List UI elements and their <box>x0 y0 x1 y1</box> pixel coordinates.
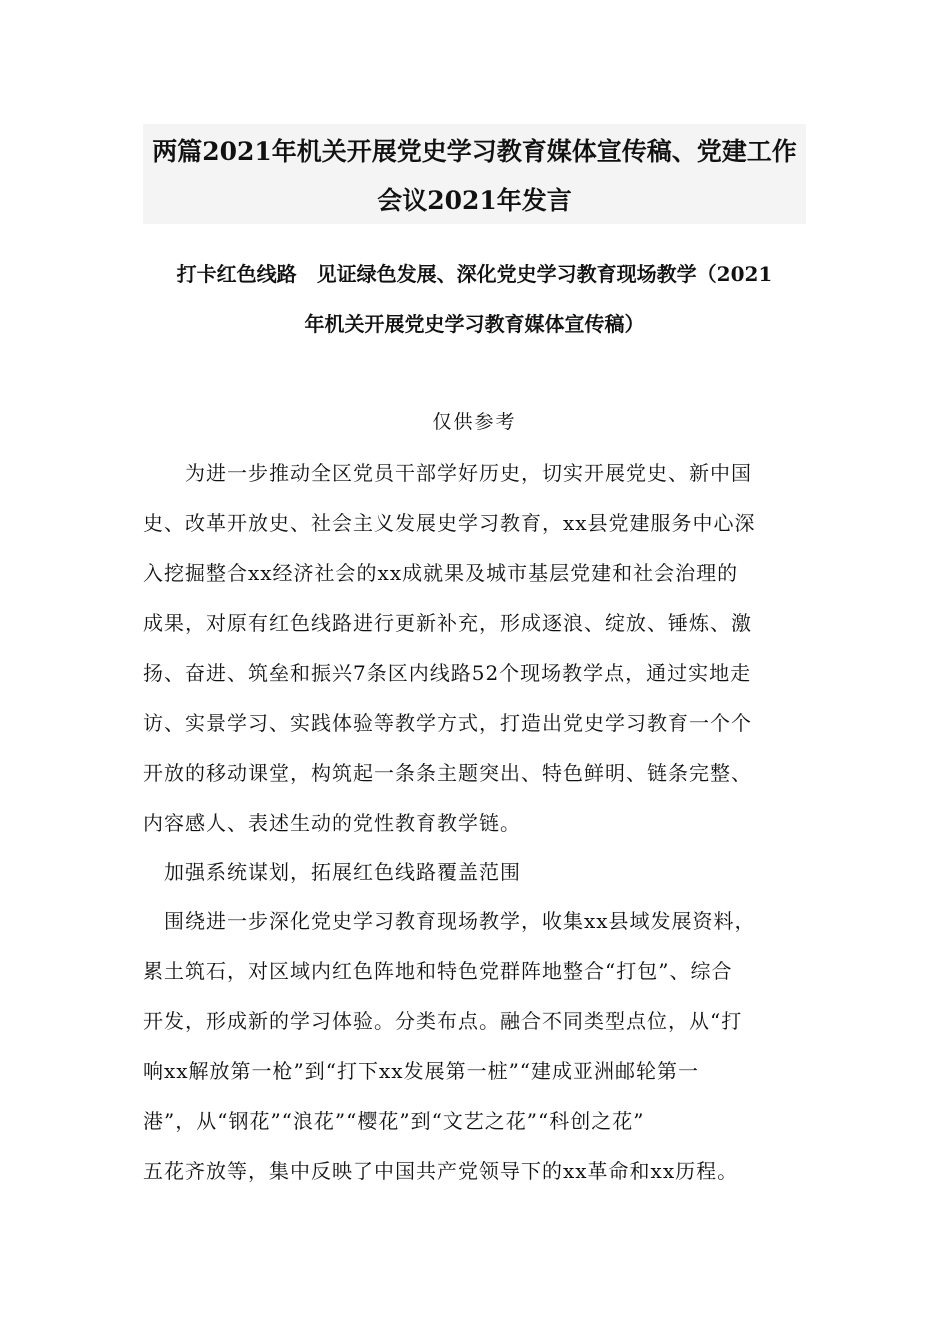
subtitle-line-1: 打卡红色线路 见证绿色发展、深化党史学习教育现场教学（2021 <box>176 262 773 286</box>
body-line: 史、改革开放史、社会主义发展史学习教育，xx县党建服务中心深 <box>143 511 756 535</box>
body-line: 累土筑石，对区域内红色阵地和特色党群阵地整合“打包”、综合 <box>143 959 733 983</box>
body-line: 港”，从“钢花”“浪花”“樱花”到“文艺之花”“科创之花” <box>143 1109 645 1133</box>
main-title-line-1: 两篇2021年机关开展党史学习教育媒体宣传稿、党建工作 <box>152 137 797 166</box>
body-line: 响xx解放第一枪”到“打下xx发展第一桩”“建成亚洲邮轮第一 <box>143 1059 700 1083</box>
subtitle-line-2: 年机关开展党史学习教育媒体宣传稿） <box>304 312 645 336</box>
body-line: 开发，形成新的学习体验。分类布点。融合不同类型点位，从“打 <box>143 1009 743 1033</box>
body-line: 扬、奋进、筑垒和振兴7条区内线路52个现场教学点，通过实地走 <box>143 661 752 685</box>
body-line: 五花齐放等，集中反映了中国共产党领导下的xx革命和xx历程。 <box>143 1159 739 1183</box>
body-line: 访、实景学习、实践体验等教学方式，打造出党史学习教育一个个 <box>143 711 752 735</box>
body-line: 开放的移动课堂，构筑起一条条主题突出、特色鲜明、链条完整、 <box>143 761 752 785</box>
body-line: 为进一步推动全区党员干部学好历史，切实开展党史、新中国 <box>143 461 752 485</box>
reference-note: 仅供参考 <box>432 411 517 433</box>
body-line: 成果，对原有红色线路进行更新补充，形成逐浪、绽放、锤炼、激 <box>143 611 752 635</box>
main-title-line-2: 会议2021年发言 <box>377 186 572 215</box>
body-line: 内容感人、表述生动的党性教育教学链。 <box>143 811 521 835</box>
body-line: 围绕进一步深化党史学习教育现场教学，收集xx县域发展资料， <box>143 909 756 933</box>
section-heading: 加强系统谋划，拓展红色线路覆盖范围 <box>143 860 521 884</box>
body-line: 入挖掘整合xx经济社会的xx成就果及城市基层党建和社会治理的 <box>143 561 739 585</box>
